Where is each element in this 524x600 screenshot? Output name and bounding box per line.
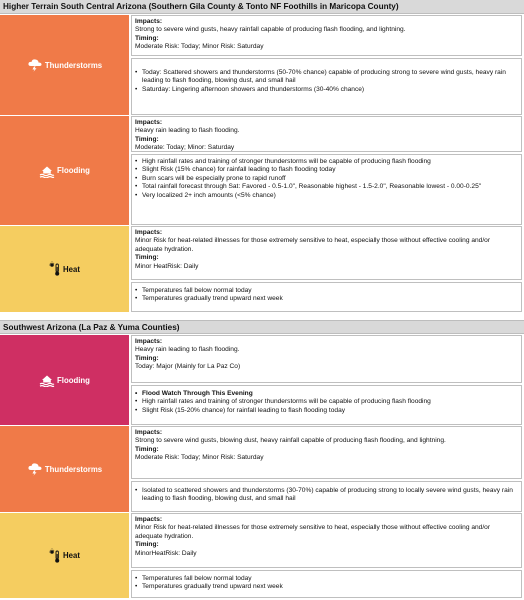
timing-text: MinorHeatRisk: Daily [135, 549, 197, 557]
list-item: • Isolated to scattered showers and thunderstorms (30-70%) capable of producing strong to locally severe wind gusts, heavy rain leading to flash flooding, blowing dust, and small hail [135, 487, 518, 504]
hazard-details [131, 226, 522, 313]
details-box [131, 282, 522, 312]
hazard-row-thunderstorms [0, 426, 524, 513]
details-list [135, 390, 518, 415]
list-item: • Very localized 2+ inch amounts (<5% chance) [135, 192, 518, 200]
impacts-text: Minor Risk for heat-related illnesses for those extremely sensitive to heat, especially those without effective cooling and/or adequate hydration. [135, 524, 491, 540]
details-box [131, 570, 522, 598]
hazard-cell-flooding [0, 116, 129, 226]
timing-label: Timing: [135, 445, 159, 453]
hazard-details [131, 116, 522, 226]
hazard-label: Thunderstorms [44, 60, 103, 70]
details-box [131, 385, 522, 425]
hazard-cell-heat [0, 226, 129, 313]
section-header-south-central: Higher Terrain South Central Arizona (Southern Gila County & Tonto NF Foothills in Maricopa County) [0, 0, 524, 14]
impacts-text: Heavy rain leading to flash flooding. [135, 127, 240, 135]
timing-text: Moderate Risk: Today; Minor Risk: Saturday [135, 43, 264, 51]
thunderstorm-cloud-icon [27, 58, 43, 72]
hazard-row-heat [0, 226, 524, 313]
details-box [131, 481, 522, 512]
impacts-label: Impacts: [135, 119, 163, 126]
list-item: • Burn scars will be especially prone to rapid runoff [135, 175, 518, 183]
list-item: • Temperatures gradually trend upward next week [135, 295, 518, 303]
list-item: • High rainfall rates and training of stronger thunderstorms will be capable of producing flash flooding [135, 398, 518, 406]
hazard-details [131, 15, 522, 116]
thunderstorm-cloud-icon [27, 462, 43, 476]
impacts-text: Heavy rain leading to flash flooding. [135, 346, 240, 354]
details-list [135, 69, 518, 94]
hazard-row-heat [0, 513, 524, 599]
details-list [135, 487, 518, 504]
list-item: • Temperatures fall below normal today [135, 575, 518, 583]
list-item: • Saturday: Lingering afternoon showers and thunderstorms (30-40% chance) [135, 86, 518, 94]
hazard-details [131, 335, 522, 426]
hazard-label: Thunderstorms [44, 464, 103, 474]
list-item: • Total rainfall forecast through Sat: Favored - 0.5-1.0", Reasonable highest - 1.5-2.0", Reasonable lowest - 0.00-0.25" [135, 183, 518, 191]
hazard-label: Heat [63, 551, 80, 560]
details-list [135, 158, 518, 200]
list-item: • Temperatures fall below normal today [135, 287, 518, 295]
thermometer-sun-icon [49, 261, 61, 277]
list-item: • Temperatures gradually trend upward next week [135, 583, 518, 591]
impacts-box [131, 513, 522, 568]
hazard-label: Flooding [57, 375, 90, 385]
impacts-text: Minor Risk for heat-related illnesses for those extremely sensitive to heat, especially those without effective cooling and/or adequate hydration. [135, 237, 491, 253]
list-item: • Today: Scattered showers and thunderstorms (50-70% chance) capable of producing strong to severe wind gusts, heavy rain leading to flash flooding, blowing dust, and small hail [135, 69, 518, 86]
details-list [135, 287, 518, 304]
hazard-cell-heat [0, 513, 129, 599]
impacts-label: Impacts: [135, 18, 163, 25]
flood-house-icon [39, 164, 55, 178]
impacts-label: Impacts: [135, 229, 163, 236]
timing-label: Timing: [135, 354, 159, 362]
hazard-details [131, 513, 522, 599]
impacts-box [131, 226, 522, 280]
impacts-text: Strong to severe wind gusts, heavy rainfall capable of producing flash flooding, and lightning. [135, 26, 406, 34]
timing-label: Timing: [135, 34, 159, 42]
hazard-row-thunderstorms [0, 15, 524, 116]
impacts-box [131, 15, 522, 56]
details-box [131, 58, 522, 115]
list-item: • Slight Risk (15-20% chance) for rainfall leading to flash flooding today [135, 407, 518, 415]
hazard-cell-flooding [0, 335, 129, 426]
list-item: • High rainfall rates and training of stronger thunderstorms will be capable of producing flash flooding [135, 158, 518, 166]
hazard-label: Heat [63, 264, 80, 274]
hazard-row-flooding [0, 335, 524, 426]
hazard-cell-thunderstorms [0, 426, 129, 513]
impacts-label: Impacts: [135, 516, 163, 523]
impacts-box [131, 335, 522, 383]
timing-label: Timing: [135, 254, 159, 262]
thermometer-sun-icon [49, 548, 61, 564]
hazard-cell-thunderstorms [0, 15, 129, 116]
timing-text: Moderate: Today; Minor: Saturday [135, 144, 235, 152]
timing-label: Timing: [135, 541, 159, 549]
impacts-label: Impacts: [135, 429, 163, 436]
hazard-details [131, 426, 522, 513]
hazard-label: Flooding [57, 166, 90, 175]
flood-house-icon [39, 373, 55, 387]
list-item: • Slight Risk (15% chance) for rainfall leading to flash flooding today [135, 166, 518, 174]
impacts-text: Strong to severe wind gusts, blowing dust, heavy rainfall capable of producing flash flooding, and lightning. [135, 437, 446, 445]
timing-label: Timing: [135, 135, 159, 143]
flood-watch-item: • Flood Watch Through This Evening [135, 390, 518, 398]
section-header-southwest: Southwest Arizona (La Paz & Yuma Counties) [0, 320, 524, 334]
details-box [131, 154, 522, 225]
hazard-row-flooding [0, 116, 524, 226]
timing-text: Today: Major (Mainly for La Paz Co) [135, 363, 241, 371]
impacts-box [131, 426, 522, 479]
details-list [135, 575, 518, 592]
impacts-box [131, 116, 522, 152]
timing-text: Moderate Risk: Today; Minor Risk: Saturday [135, 454, 264, 462]
timing-text: Minor HeatRisk: Daily [135, 262, 199, 270]
impacts-label: Impacts: [135, 338, 163, 345]
